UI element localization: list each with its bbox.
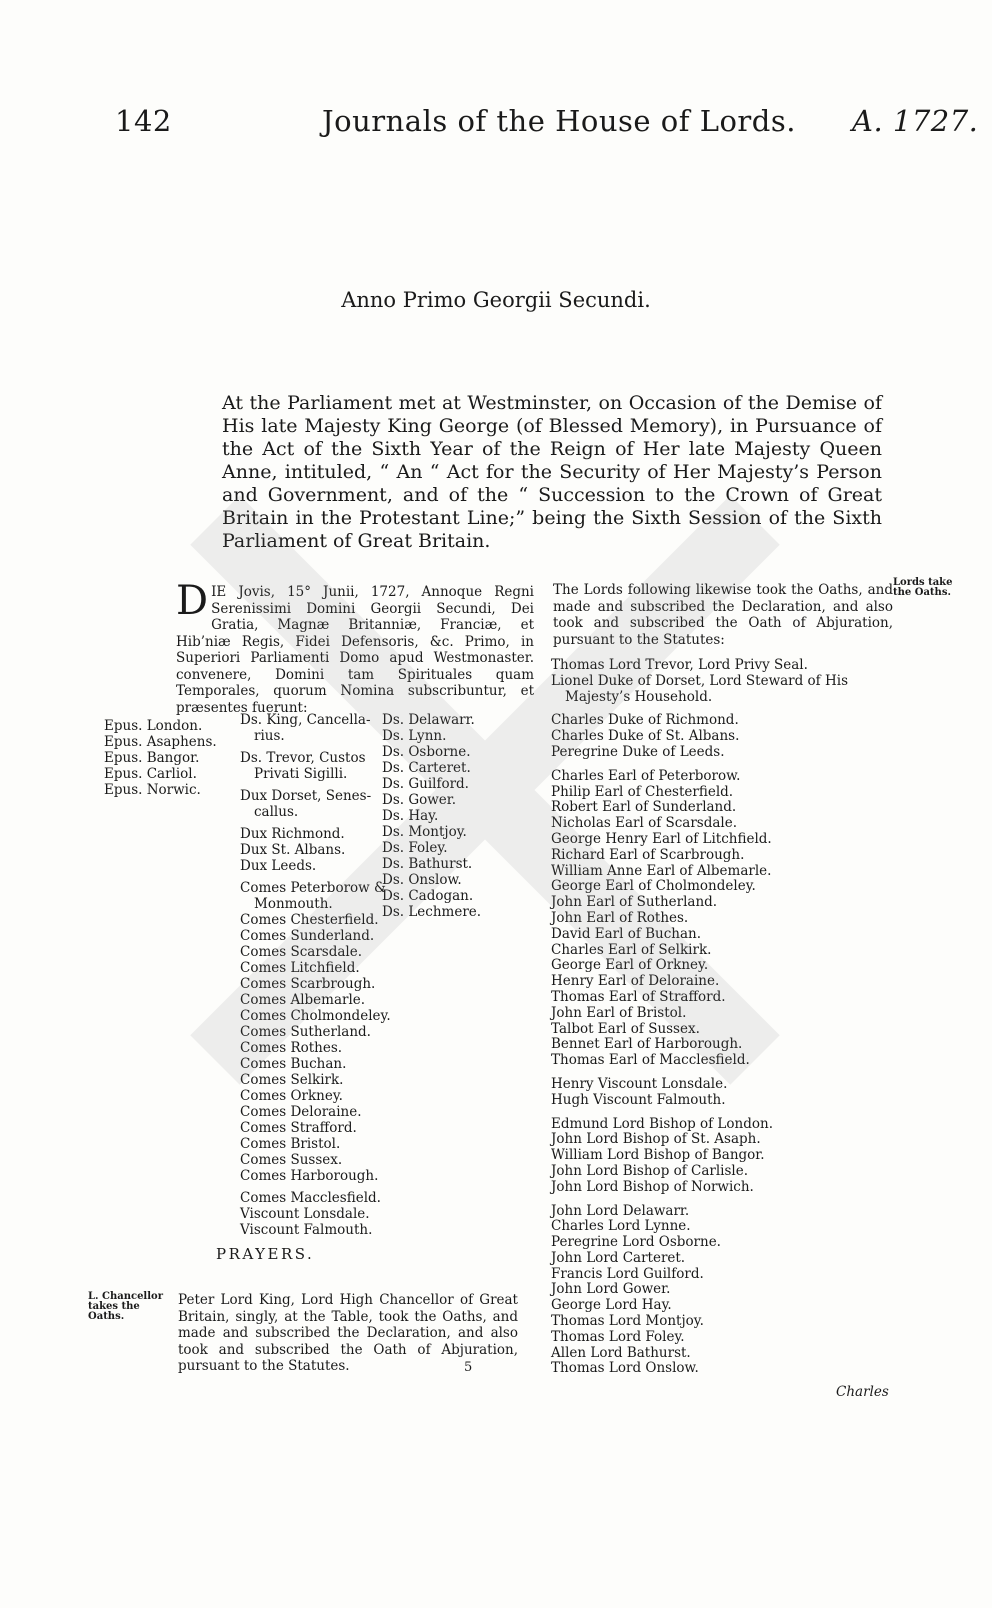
lord-oath-entry: Robert Earl of Sunderland. xyxy=(551,799,737,816)
lord-entry: Comes Albemarle. xyxy=(240,992,366,1008)
lords-group xyxy=(551,1117,911,1196)
lord-oath-entry: Charles Earl of Peterborow. xyxy=(551,767,741,784)
lord-entry: Comes Macclesfield. xyxy=(240,1190,381,1206)
lord-oath-entry: John Earl of Sutherland. xyxy=(551,894,718,911)
bishop-entry: Epus. London. xyxy=(104,718,203,734)
lord-entry: Comes Orkney. xyxy=(240,1088,343,1104)
lord-oath-entry: Henry Earl of Deloraine. xyxy=(551,973,720,990)
lord-oath-entry: John Earl of Rothes. xyxy=(551,909,689,926)
lords-group xyxy=(551,1204,911,1378)
lord-entry: Ds. Cadogan. xyxy=(382,888,474,904)
latin-text: IE Jovis, 15° Junii, 1727, Annoque Regni Serenissimi Domini Georgii Secundi, Dei Gratia, Magnæ Britanniæ, Franciæ, et Hib’niæ Regis, Fidei Defensoris, &c. Primo, in Superiori Parliamenti Domo apud Westmonaster. convenere, Domini tam Spirituales quam Temporales, quorum Nomina subscribuntur, et præsentes fuerunt: xyxy=(176,584,534,716)
lords-group xyxy=(551,713,911,760)
lord-entry: Comes Cholmondeley. xyxy=(240,1008,391,1024)
lord-oath-entry: Henry Viscount Lonsdale. xyxy=(551,1075,728,1092)
lord-entry: Comes Sunderland. xyxy=(240,928,375,944)
lord-oath-entry: John Earl of Bristol. xyxy=(551,1004,687,1021)
lord-entry xyxy=(240,712,391,744)
lord-oath-entry: Charles Duke of Richmond. xyxy=(551,712,739,729)
lord-oath-entry: Peregrine Duke of Leeds. xyxy=(551,743,725,760)
lord-entry: Comes Bristol. xyxy=(240,1136,341,1152)
lord-oath-entry: Charles Duke of St. Albans. xyxy=(551,728,740,745)
page-number: 142 xyxy=(115,104,172,138)
lord-oath-entry: Francis Lord Guilford. xyxy=(551,1265,704,1282)
running-title: Journals of the House of Lords. xyxy=(322,104,796,138)
prayers-heading: PRAYERS. xyxy=(216,1245,315,1263)
lord-oath-entry: Philip Earl of Chesterfield. xyxy=(551,783,734,800)
lord-oath-entry: William Anne Earl of Albemarle. xyxy=(551,862,772,879)
lord-oath-entry: Edmund Lord Bishop of London. xyxy=(551,1115,773,1132)
bishop-entry: Epus. Carliol. xyxy=(104,766,197,782)
lord-entry: Comes Chesterfield. xyxy=(240,912,379,928)
lord-entry-line: Ds. Trevor, Custos xyxy=(240,750,366,766)
lord-entry: Viscount Falmouth. xyxy=(240,1222,373,1238)
lord-entry-line: Monmouth. xyxy=(254,896,333,912)
lord-oath-entry: Nicholas Earl of Scarsdale. xyxy=(551,815,738,832)
running-year: A. 1727. xyxy=(852,104,979,138)
lord-entry-line: Comes Peterborow & xyxy=(240,880,387,896)
lord-entry: Viscount Lonsdale. xyxy=(240,1206,370,1222)
lord-oath-entry: Thomas Lord Trevor, Lord Privy Seal. xyxy=(551,657,808,673)
lords-oaths-intro: The Lords following likewise took the Oaths, and made and subscribed the Declaration, and also took and subscribed the Oath of Abjuration, pursuant to the Statutes: xyxy=(553,582,893,648)
drop-cap: D xyxy=(176,578,209,624)
lord-entry: Comes Sussex. xyxy=(240,1152,343,1168)
lord-entry: Comes Scarbrough. xyxy=(240,976,376,992)
lord-entry-line: rius. xyxy=(254,728,285,744)
lord-oath-entry: John Lord Bishop of Carlisle. xyxy=(551,1162,749,1179)
lord-entry: Ds. Bathurst. xyxy=(382,856,473,872)
lord-entry: Comes Scarsdale. xyxy=(240,944,362,960)
bishop-entry: Epus. Asaphens. xyxy=(104,734,217,750)
lord-entry: Dux Richmond. xyxy=(240,826,345,842)
lord-entry: Ds. Osborne. xyxy=(382,744,471,760)
lord-entry: Ds. Lynn. xyxy=(382,728,447,744)
lords-group xyxy=(551,1077,911,1109)
lord-oath-entry: Richard Earl of Scarbrough. xyxy=(551,846,745,863)
lord-entry: Ds. Hay. xyxy=(382,808,439,824)
lord-entry: Comes Rothes. xyxy=(240,1040,343,1056)
lord-entry: Comes Strafford. xyxy=(240,1120,357,1136)
lord-entry xyxy=(240,880,391,912)
catchword: Charles xyxy=(836,1384,889,1400)
latin-paragraph xyxy=(176,578,534,716)
lord-oath-entry: John Lord Gower. xyxy=(551,1281,671,1298)
lords-group xyxy=(551,769,911,1069)
bishop-entry: Epus. Norwic. xyxy=(104,782,201,798)
lord-entry: Ds. Delawarr. xyxy=(382,712,475,728)
lord-entry: Ds. Gower. xyxy=(382,792,457,808)
lord-oath-entry: William Lord Bishop of Bangor. xyxy=(551,1147,765,1164)
lord-oath-entry: Thomas Lord Onslow. xyxy=(551,1360,699,1377)
lord-entry: Dux St. Albans. xyxy=(240,842,346,858)
lord-entry: Comes Selkirk. xyxy=(240,1072,344,1088)
lord-oath-entry: Hugh Viscount Falmouth. xyxy=(551,1091,726,1108)
lord-entry: Comes Harborough. xyxy=(240,1168,379,1184)
chancellor-paragraph: Peter Lord King, Lord High Chancellor of Great Britain, singly, at the Table, took the Oaths, and made and subscribed the Declaration, and also took and subscribed the Oath of Abjuration, pursuant to the Statutes. xyxy=(178,1292,518,1374)
lord-oath-entry: Peregrine Lord Osborne. xyxy=(551,1234,721,1251)
lord-entry: Dux Leeds. xyxy=(240,858,317,874)
lord-oath-entry: George Henry Earl of Litchfield. xyxy=(551,830,772,847)
lord-oath-entry: George Earl of Orkney. xyxy=(551,957,709,974)
temporal-lords-list-a xyxy=(240,712,391,1238)
lord-oath-entry: Lionel Duke of Dorset, Lord Steward of His Majesty’s Household. xyxy=(551,672,848,705)
lord-oath-entry: John Lord Bishop of Norwich. xyxy=(551,1178,754,1195)
lord-oath-entry: George Earl of Cholmondeley. xyxy=(551,878,756,895)
lord-entry: Ds. Montjoy. xyxy=(382,824,467,840)
lord-entry: Comes Litchfield. xyxy=(240,960,360,976)
lord-oath-entry: John Lord Carteret. xyxy=(551,1249,686,1266)
lord-oath-entry: Charles Earl of Selkirk. xyxy=(551,941,712,958)
temporal-lords-list-b xyxy=(382,712,481,920)
lord-entry: Comes Buchan. xyxy=(240,1056,347,1072)
lords-oaths-list xyxy=(551,658,911,1377)
lord-oath-entry: Bennet Earl of Harborough. xyxy=(551,1036,743,1053)
lord-oath-entry: David Earl of Buchan. xyxy=(551,925,702,942)
lord-oath-entry: Charles Lord Lynne. xyxy=(551,1218,691,1235)
lord-entry-line: Dux Dorset, Senes- xyxy=(240,788,372,804)
lord-entry: Ds. Guilford. xyxy=(382,776,469,792)
lord-oath-entry: Thomas Earl of Strafford. xyxy=(551,988,726,1005)
lord-entry xyxy=(240,750,391,782)
lord-entry: Ds. Lechmere. xyxy=(382,904,482,920)
lord-entry-line: callus. xyxy=(254,804,299,820)
lord-oath-entry: Thomas Earl of Macclesfield. xyxy=(551,1052,750,1069)
lord-entry: Ds. Carteret. xyxy=(382,760,471,776)
session-title: Anno Primo Georgii Secundi. xyxy=(341,288,651,312)
lord-oath-entry: Allen Lord Bathurst. xyxy=(551,1344,691,1361)
signature-mark: 5 xyxy=(464,1360,473,1375)
lords-group xyxy=(551,658,911,705)
bishops-list xyxy=(104,718,217,798)
lord-entry-line: Privati Sigilli. xyxy=(254,766,348,782)
margin-note-oaths: Lords take the Oaths. xyxy=(893,577,953,598)
lord-oath-entry: Thomas Lord Foley. xyxy=(551,1328,685,1345)
lord-entry: Ds. Onslow. xyxy=(382,872,462,888)
lord-entry: Ds. Foley. xyxy=(382,840,448,856)
lord-oath-entry: George Lord Hay. xyxy=(551,1297,672,1314)
lord-entry-line: Ds. King, Cancella- xyxy=(240,712,371,728)
margin-note-chancellor: L. Chancellor takes the Oaths. xyxy=(88,1291,163,1322)
lord-oath-entry: Talbot Earl of Sussex. xyxy=(551,1020,700,1037)
lord-oath-entry: Thomas Lord Montjoy. xyxy=(551,1313,704,1330)
lord-entry xyxy=(240,788,391,820)
bishop-entry: Epus. Bangor. xyxy=(104,750,200,766)
lord-entry: Comes Deloraine. xyxy=(240,1104,362,1120)
lord-oath-entry: John Lord Delawarr. xyxy=(551,1202,690,1219)
lord-oath-entry: John Lord Bishop of St. Asaph. xyxy=(551,1131,761,1148)
lord-entry: Comes Sutherland. xyxy=(240,1024,371,1040)
intro-paragraph: At the Parliament met at Westminster, on Occasion of the Demise of His late Majesty King George (of Blessed Memory), in Pursuance of the Act of the Sixth Year of the Reign of Her late Majesty Queen Anne, intituled, “ An “ Act for the Security of Her Majesty’s Person and Government, and of the “ Succession to the Crown of Great Britain in the Protestant Line;” being the Sixth Session of the Sixth Parliament of Great Britain. xyxy=(222,392,882,552)
